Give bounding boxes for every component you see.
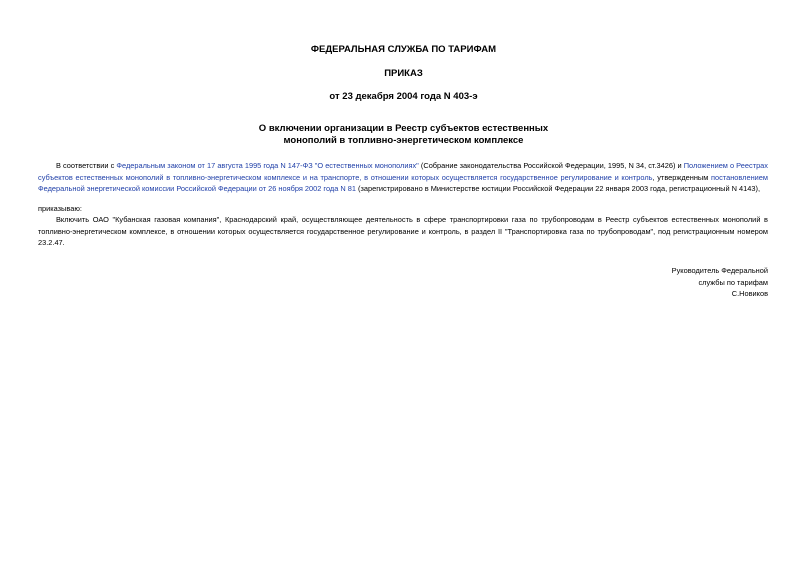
preamble-text-2: (Собрание законодательства Российской Федерации, 1995, N 34, ст.3426) и (418, 161, 684, 170)
document-date-number: от 23 декабря 2004 года N 403-э (329, 91, 478, 102)
fek-resolution-link[interactable]: постановлением Федеральной энергетической комиссии Российской Федерации от 26 ноября 2002 года N 81 (38, 172, 768, 193)
document-title (0, 123, 807, 147)
registry-regulation-link[interactable]: Положением о Реестрах субъектов естественных монополий в топливно-энергетическом комплексе и на транспорте, в отношении которых осуществляется государственное регулирование и контроль (38, 161, 768, 182)
document-type: ПРИКАЗ (384, 68, 423, 79)
document-title-line-1: О включении организации в Реестр субъектов естественных (258, 123, 549, 134)
preamble-text-3: , утвержденным (652, 172, 711, 182)
preamble-paragraph (38, 160, 768, 195)
preamble-text-4: (зарегистрировано в Министерстве юстиции Российской Федерации 22 января 2003 года, регистрационный N 4143), (355, 184, 760, 193)
signatory-name: С.Новиков (731, 289, 768, 298)
decree-word: приказываю: (38, 204, 82, 213)
preamble-text-1: В соответствии с (56, 161, 117, 170)
document-title-line-2: монополий в топливно-энергетическом комплексе (283, 135, 524, 146)
signature-block (568, 265, 768, 300)
agency-name: ФЕДЕРАЛЬНАЯ СЛУЖБА ПО ТАРИФАМ (310, 44, 497, 55)
signature-position-line-2: службы по тарифам (698, 277, 768, 287)
signature-position-line-1: Руководитель Федеральной (671, 266, 768, 275)
order-paragraph: Включить ОАО "Кубанская газовая компания", Краснодарский край, осуществляющее деятельность в сфере транспортировки газа по трубопроводам в Реестр субъектов естественных монополий в топливно-энергетическом комплексе, в отношении которых осуществляется государственное регулирование и контроль, в раздел II "Транспортировка газа по трубопроводам", под регистрационным номером 23.2.47. (38, 215, 768, 247)
federal-law-link[interactable]: Федеральным законом от 17 августа 1995 года N 147-ФЗ "О естественных монополиях" (116, 161, 419, 170)
